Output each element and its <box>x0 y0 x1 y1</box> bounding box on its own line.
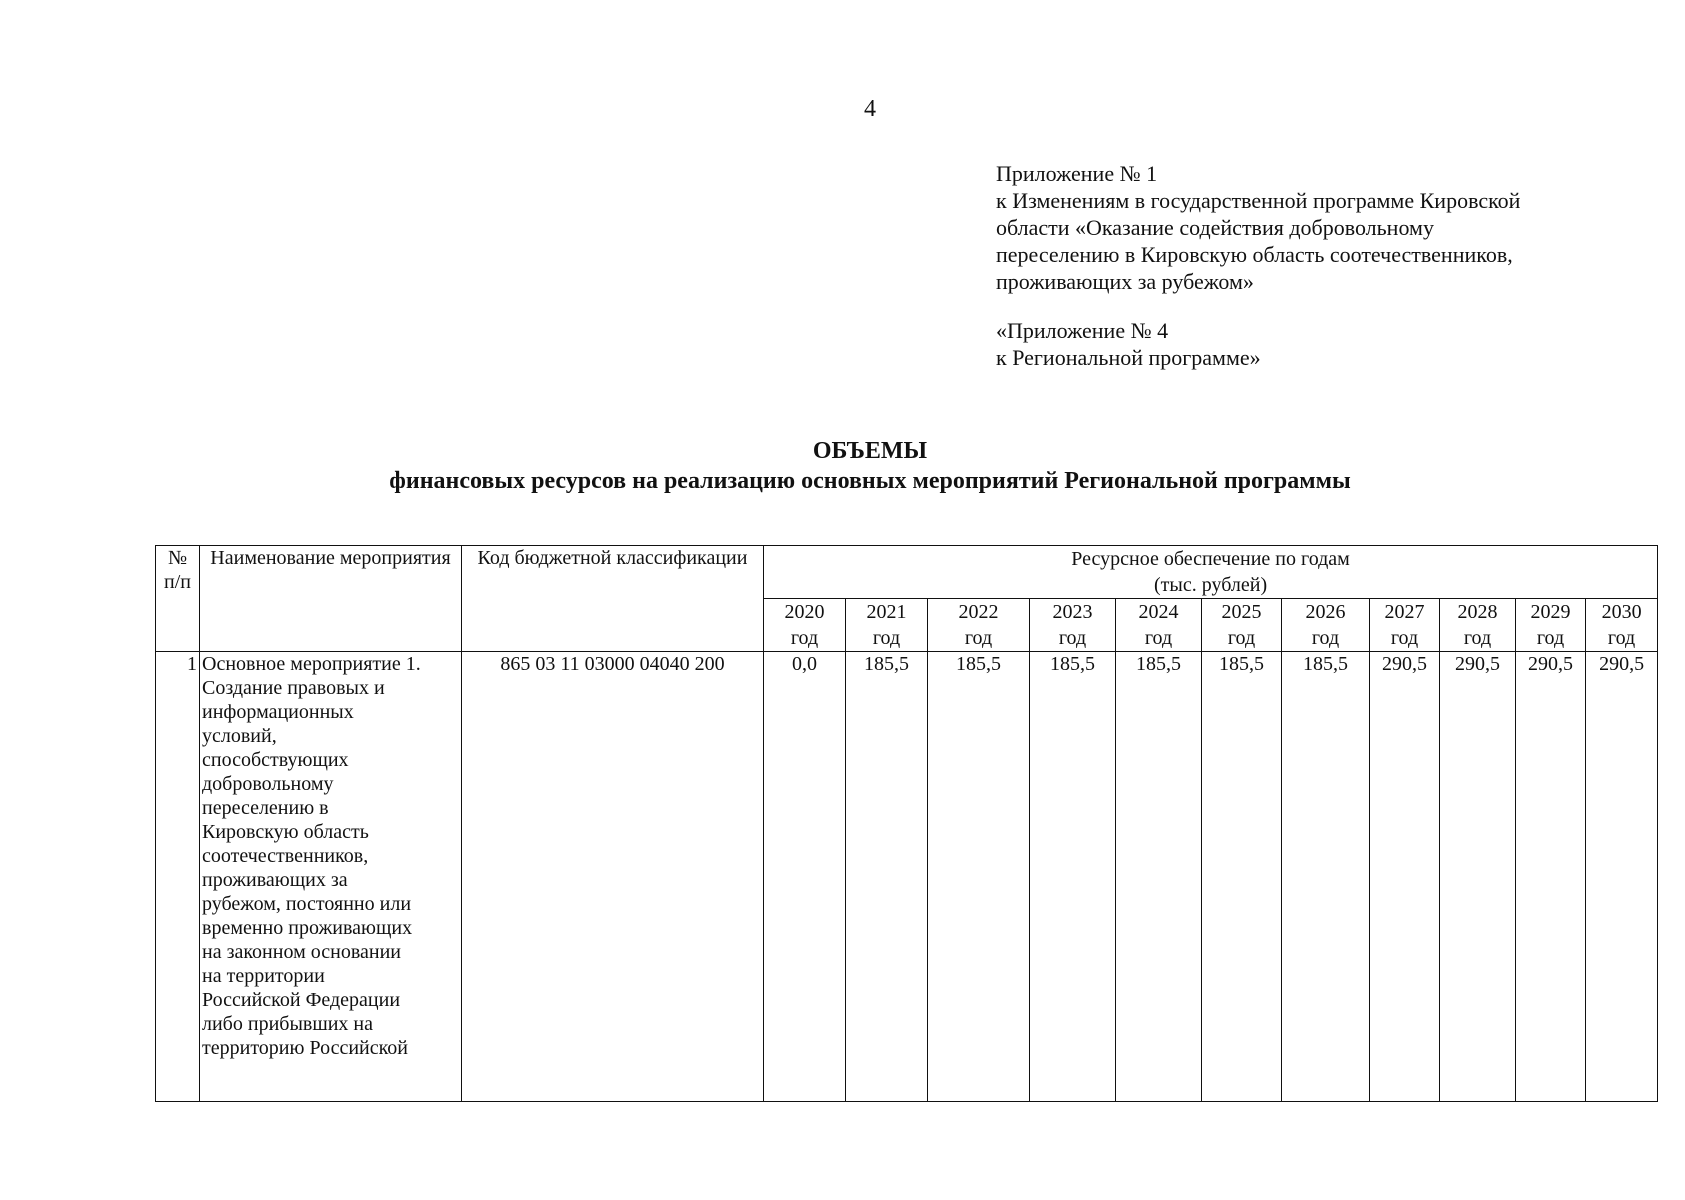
appendix-text-line-3: переселению в Кировскую область соотечественников, <box>996 242 1513 267</box>
row-name-text: Основное мероприятие 1. Создание правовых и информационных условий, способствующих добровольному переселению в Кировскую область соотечественников, проживающих за рубежом, постоянно или временно проживающих на законном основании на территории Российской Федерации либо прибывших на территорию Российской <box>202 653 421 1059</box>
header-year-2028: 2028 год <box>1440 599 1516 652</box>
header-code: Код бюджетной классификации <box>462 546 764 652</box>
header-resources-unit: (тыс. рублей) <box>1154 574 1268 596</box>
document-title-block <box>0 436 1685 496</box>
header-resources-label: Ресурсное обеспечение по годам <box>1071 548 1350 570</box>
header-year-2022: 2022 год <box>928 599 1030 652</box>
row-value-2029: 290,5 <box>1516 652 1586 1102</box>
header-resources <box>764 546 1658 599</box>
row-name <box>200 652 462 1102</box>
header-year-2029: 2029 год <box>1516 599 1586 652</box>
header-year-2030: 2030 год <box>1586 599 1658 652</box>
row-value-2020: 0,0 <box>764 652 846 1102</box>
row-value-2023: 185,5 <box>1030 652 1116 1102</box>
header-year-2027: 2027 год <box>1370 599 1440 652</box>
financial-resources-table <box>155 545 1658 1102</box>
row-value-2025: 185,5 <box>1202 652 1282 1102</box>
header-year-2020: 2020 год <box>764 599 846 652</box>
row-value-2030: 290,5 <box>1586 652 1658 1102</box>
appendix-title: Приложение № 1 <box>996 161 1158 186</box>
header-year-2024: 2024 год <box>1116 599 1202 652</box>
row-value-2027: 290,5 <box>1370 652 1440 1102</box>
table-row <box>156 652 1658 1102</box>
header-name: Наименование мероприятия <box>200 546 462 652</box>
row-value-2021: 185,5 <box>846 652 928 1102</box>
row-code: 865 03 11 03000 04040 200 <box>462 652 764 1102</box>
row-value-2022: 185,5 <box>928 652 1030 1102</box>
row-value-2026: 185,5 <box>1282 652 1370 1102</box>
header-year-2026: 2026 год <box>1282 599 1370 652</box>
appendix-text-line-4: проживающих за рубежом» <box>996 269 1254 294</box>
header-year-2021: 2021 год <box>846 599 928 652</box>
header-num: № п/п <box>156 546 200 652</box>
row-value-2024: 185,5 <box>1116 652 1202 1102</box>
appendix-ref-title: «Приложение № 4 <box>996 318 1169 343</box>
appendix-block <box>996 160 1608 371</box>
appendix-text-line-1: к Изменениям в государственной программе Кировской <box>996 188 1521 213</box>
header-year-2025: 2025 год <box>1202 599 1282 652</box>
row-num: 1 <box>156 652 200 1102</box>
appendix-text-line-2: области «Оказание содействия добровольному <box>996 215 1434 240</box>
appendix-ref-text: к Региональной программе» <box>996 345 1261 370</box>
document-subtitle: финансовых ресурсов на реализацию основных мероприятий Региональной программы <box>389 468 1351 494</box>
table-header-row <box>156 546 1658 599</box>
row-value-2028: 290,5 <box>1440 652 1516 1102</box>
header-year-2023: 2023 год <box>1030 599 1116 652</box>
document-title: ОБЪЕМЫ <box>812 438 928 464</box>
page-number: 4 <box>864 96 876 122</box>
